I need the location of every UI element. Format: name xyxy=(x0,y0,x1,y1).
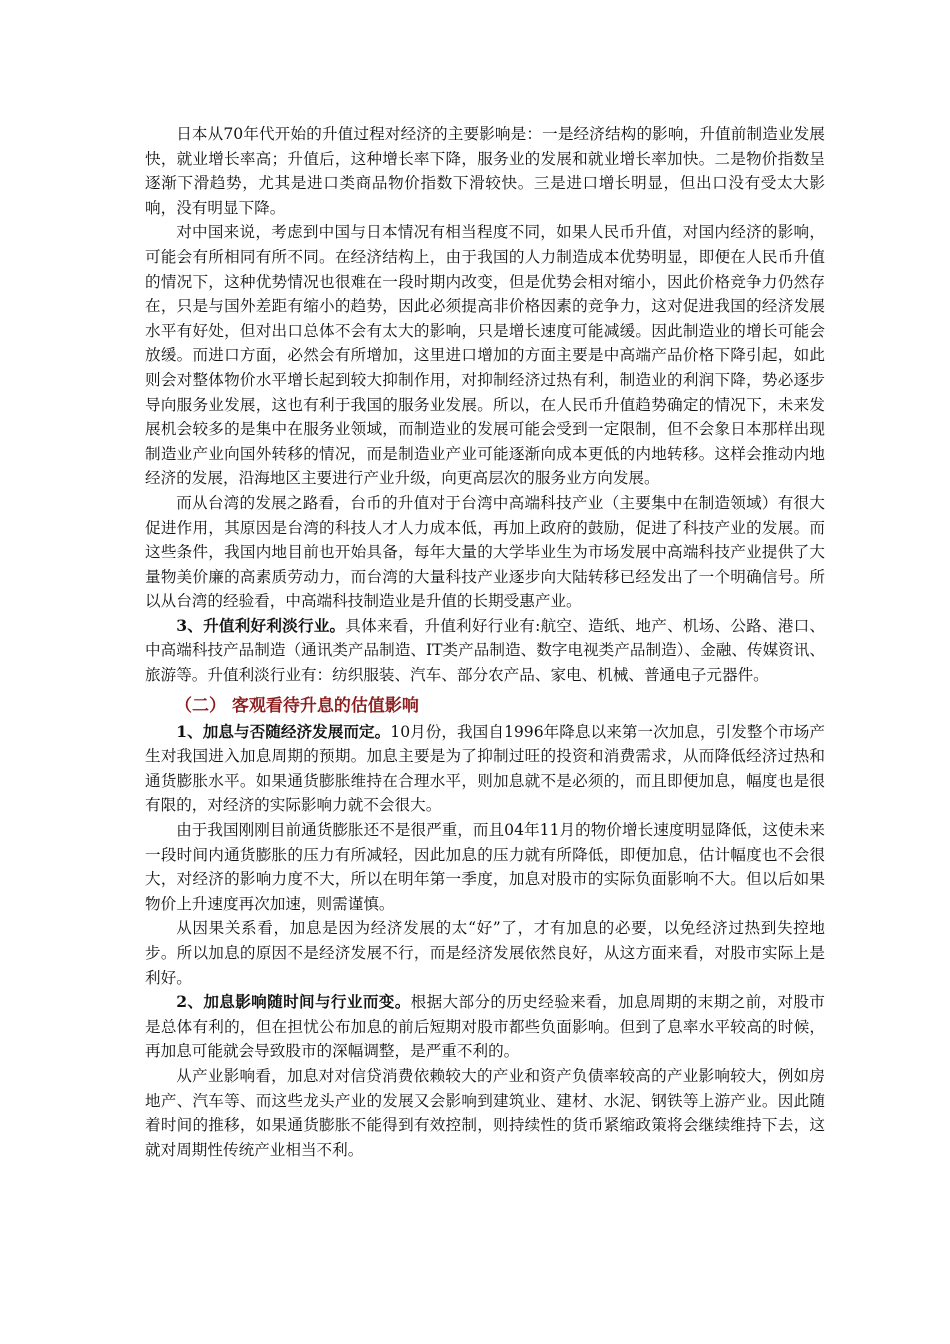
paragraph-china-impact xyxy=(145,220,825,491)
paragraph-text: 10月份，我国自1996年降息以来第一次加息，引发整个市场产生对我国进入加息周期的预期。加息主要是为了抑制过旺的投资和消费需求，从而降低经济过热和通货膨胀水平。如果通货膨胀维持在合理水平，则加息就不是必须的，而且即便加息，幅度也是很有限的，对经济的实际影响力就不会很大。 xyxy=(145,722,825,815)
paragraph-japan-appreciation xyxy=(145,122,825,220)
paragraph-lead: 3、升值利好利淡行业。 xyxy=(176,615,346,635)
paragraph-text: 而从台湾的发展之路看，台币的升值对于台湾中高端科技产业（主要集中在制造领域）有很大促进作用，其原因是台湾的科技人才人力成本低，再加上政府的鼓励，促进了科技产业的发展。而这些条件，我国内地目前也开始具备，每年大量的大学毕业生为市场发展中高端科技产业提供了大量物美价廉的高素质劳动力，而台湾的大量科技产业逐步向大陆转移已经发出了一个明确信号。所以从台湾的经验看，中高端科技制造业是升值的长期受惠产业。 xyxy=(145,493,825,611)
paragraph-text: 根据大部分的历史经验来看，加息周期的末期之前，对股市是总体有利的，但在担忧公布加息的前后短期对股市都些负面影响。但到了息率水平较高的时候，再加息可能就会导致股市的深幅调整，是严重不利的。 xyxy=(145,993,825,1061)
paragraph-text: 由于我国刚刚目前通货膨胀还不是很严重，而且04年11月的物价增长速度明显降低，这使未来一段时间内通货膨胀的压力有所减轻，因此加息的压力就有所降低，即便加息，估计幅度也不会很大，对经济的影响力度不大，所以在明年第一季度，加息对股市的实际负面影响不大。但以后如果物价上升速度再次加速，则需谨慎。 xyxy=(145,821,825,913)
paragraph-inflation xyxy=(145,818,825,916)
document-body xyxy=(145,122,825,1162)
paragraph-text: 对中国来说，考虑到中国与日本情况有相当程度不同，如果人民币升值，对国内经济的影响，可能会有所相同有所不同。在经济结构上，由于我国的人力制造成本优势明显，即便在人民币升值的情况下，这种优势情况也很难在一段时期内改变，但是优势会相对缩小，因此价格竞争力仍然存在，只是与国外差距有缩小的趋势，因此必须提高非价格因素的竞争力，这对促进我国的经济发展水平有好处，但对出口总体不会有太大的影响，只是增长速度可能减缓。因此制造业的增长可能会放缓。而进口方面，必然会有所增加，这里进口增加的方面主要是中高端产品价格下降引起，如此则会对整体物价水平增长起到较大抑制作用，对抑制经济过热有利，制造业的利润下降，势必逐步导向服务业发展，这也有利于我国的服务业发展。所以，在人民币升值趋势确定的情况下，未来发展机会较多的是集中在服务业领域，而制造业的发展可能会受到一定限制，但不会象日本那样出现制造业产业向国外转移的情况，而是制造业产业可能逐渐向成本更低的内地转移。这样会推动内地经济的发展，沿海地区主要进行产业升级，向更高层次的服务业方向发展。 xyxy=(145,223,825,488)
paragraph-lead: 1、加息与否随经济发展而定。 xyxy=(176,721,391,741)
paragraph-lead: 2、加息影响随时间与行业而变。 xyxy=(176,992,411,1012)
paragraph-causality xyxy=(145,916,825,990)
paragraph-rate-hike-time xyxy=(145,990,825,1064)
paragraph-text: 从产业影响看，加息对对信贷消费依赖较大的产业和资产负债率较高的产业影响较大，例如房地产、汽车等、而这些龙头产业的发展又会影响到建筑业、建材、水泥、钢铁等上游产业。因此随着时间的推移，如果通货膨胀不能得到有效控制，则持续性的货币紧缩政策将会继续维持下去，这就对周期性传统产业相当不利。 xyxy=(145,1066,825,1159)
paragraph-text: 从因果关系看，加息是因为经济发展的太“好”了，才有加息的必要，以免经济过热到失控地步。所以加息的原因不是经济发展不行，而是经济发展依然良好，从这方面来看，对股市实际上是利好。 xyxy=(145,919,825,987)
paragraph-text: 日本从70年代开始的升值过程对经济的主要影响是：一是经济结构的影响，升值前制造业发展快，就业增长率高；升值后，这种增长率下降，服务业的发展和就业增长率加快。二是物价指数呈逐渐下滑趋势，尤其是进口类商品物价指数下滑较快。三是进口增长明显，但出口没有受太大影响，没有明显下降。 xyxy=(145,125,825,217)
paragraph-industries xyxy=(145,614,825,688)
section-heading: （二） 客观看待升息的估值影响 xyxy=(175,695,419,716)
paragraph-taiwan-experience xyxy=(145,491,825,614)
paragraph-industry-impact xyxy=(145,1064,825,1162)
paragraph-text: 具体来看，升值利好行业有:航空、造纸、地产、机场、公路、港口、中高端科技产品制造（通讯类产品制造、IT类产品制造、数字电视类产品制造）、金融、传媒资讯、旅游等。升值利淡行业有：纺织服装、汽车、部分农产品、家电、机械、普通电子元器件。 xyxy=(145,616,825,685)
paragraph-rate-hike-economy xyxy=(145,720,825,818)
